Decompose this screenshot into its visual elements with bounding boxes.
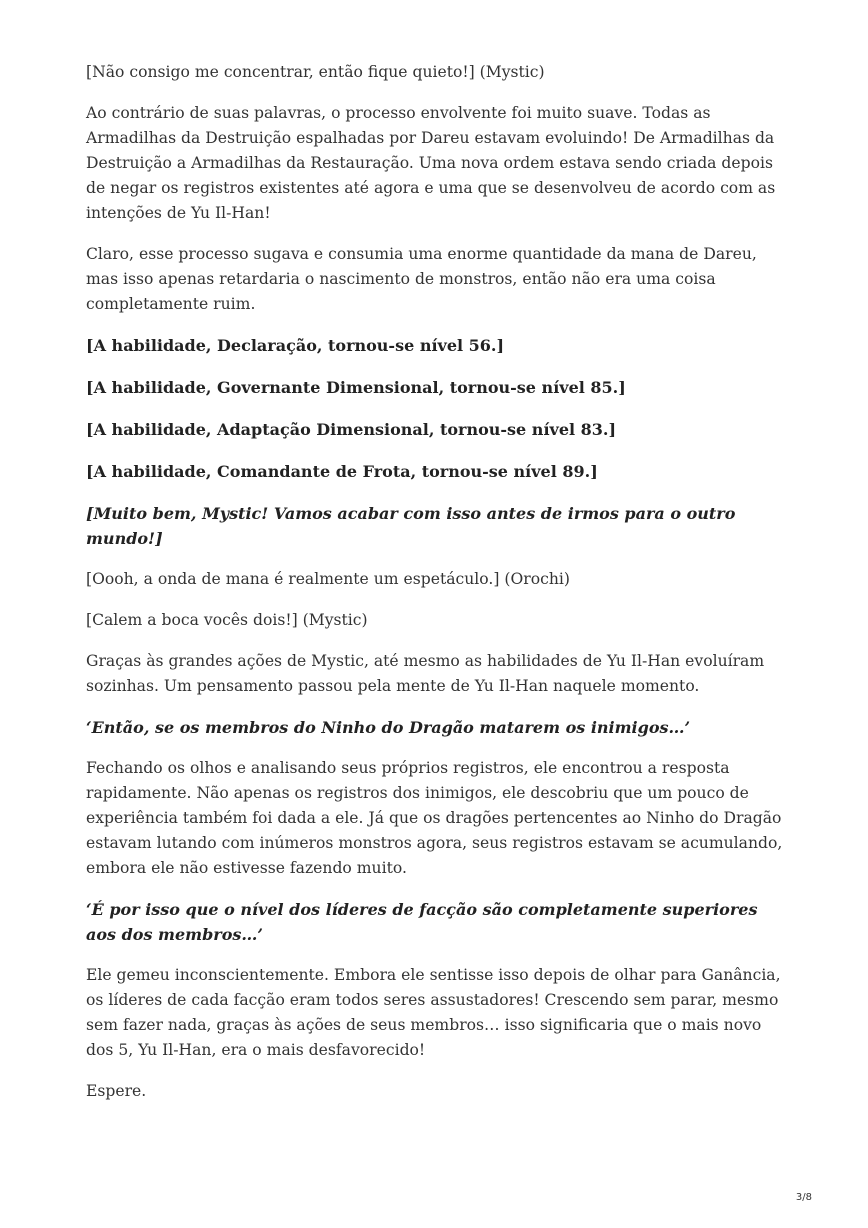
skill-notice-declaracao: [A habilidade, Declaração, tornou-se nível 56.] [86, 336, 505, 355]
paragraph-7: Espere. [86, 1082, 147, 1100]
thought-italic-1: ‘Então, se os membros do Ninho do Dragão matarem os inimigos…’ [86, 718, 691, 737]
dialogue-italic-1: [Muito bem, Mystic! Vamos acabar com isso antes de irmos para o outro mundo!] [86, 504, 736, 548]
paragraph-orochi: [Oooh, a onda de mana é realmente um espetáculo.] (Orochi) [86, 570, 570, 588]
skill-notice-adaptacao: [A habilidade, Adaptação Dimensional, tornou-se nível 83.] [86, 420, 617, 439]
paragraph-4: Graças às grandes ações de Mystic, até mesmo as habilidades de Yu Il-Han evoluíram sozinhas. Um pensamento passou pela mente de Yu Il-Han naquele momento. [86, 652, 765, 695]
paragraph-6: Ele gemeu inconscientemente. Embora ele sentisse isso depois de olhar para Ganância, os líderes de cada facção eram todos seres assustadores! Crescendo sem parar, mesmo sem fazer nada, graças às ações de seus membros… isso significaria que o mais novo dos 5, Yu Il-Han, era o mais desfavorecido! [86, 966, 781, 1059]
paragraph-1: [Não consigo me concentrar, então fique quieto!] (Mystic) [86, 63, 545, 81]
paragraph-2: Ao contrário de suas palavras, o processo envolvente foi muito suave. Todas as Armadilhas da Destruição espalhadas por Dareu estavam evoluindo! De Armadilhas da Destruição a Armadilhas da Restauração. Uma nova ordem estava sendo criada depois de negar os registros existentes até agora e uma que se desenvolveu de acordo com as intenções de Yu Il-Han! [86, 104, 776, 222]
paragraph-5: Fechando os olhos e analisando seus próprios registros, ele encontrou a resposta rapidamente. Não apenas os registros dos inimigos, ele descobriu que um pouco de experiência também foi dada a ele. Já que os dragões pertencentes ao Ninho do Dragão estavam lutando com inúmeros monstros agora, seus registros estavam se acumulando, embora ele não estivesse fazendo muito. [86, 759, 783, 877]
paragraph-mystic: [Calem a boca vocês dois!] (Mystic) [86, 611, 368, 629]
skill-notice-comandante: [A habilidade, Comandante de Frota, tornou-se nível 89.] [86, 462, 598, 481]
page-number: 3/8 [795, 1192, 812, 1203]
document-body [86, 60, 786, 1120]
paragraph-3: Claro, esse processo sugava e consumia uma enorme quantidade da mana de Dareu, mas isso apenas retardaria o nascimento de monstros, então não era uma coisa completamente ruim. [86, 245, 757, 313]
thought-italic-2: ‘É por isso que o nível dos líderes de facção são completamente superiores aos dos membros…’ [86, 900, 758, 944]
skill-notice-governante: [A habilidade, Governante Dimensional, tornou-se nível 85.] [86, 378, 626, 397]
